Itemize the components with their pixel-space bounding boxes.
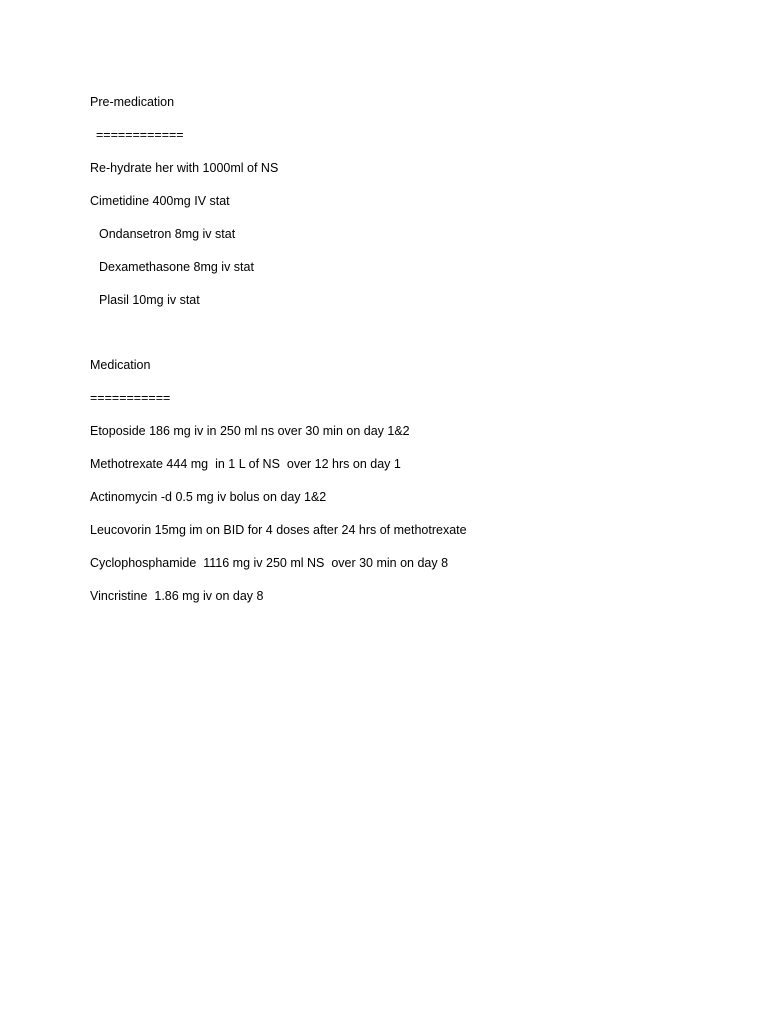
medication-item: Actinomycin -d 0.5 mg iv bolus on day 1&2 [90, 490, 327, 504]
premedication-heading: Pre-medication [90, 95, 175, 109]
premedication-rule: ============ [96, 128, 184, 142]
medication-item: Vincristine 1.86 mg iv on day 8 [90, 589, 264, 603]
medication-item: Methotrexate 444 mg in 1 L of NS over 12 hrs on day 1 [90, 457, 401, 471]
premedication-item: Cimetidine 400mg IV stat [90, 194, 230, 208]
medication-rule: =========== [90, 391, 171, 405]
medication-heading: Medication [90, 358, 151, 372]
medication-item: Cyclophosphamide 1116 mg iv 250 ml NS over 30 min on day 8 [90, 556, 449, 570]
premedication-item: Dexamethasone 8mg iv stat [99, 260, 254, 274]
medication-item: Leucovorin 15mg im on BID for 4 doses after 24 hrs of methotrexate [90, 523, 467, 537]
premedication-item: Plasil 10mg iv stat [99, 293, 200, 307]
premedication-item: Re-hydrate her with 1000ml of NS [90, 161, 279, 175]
premedication-item: Ondansetron 8mg iv stat [99, 227, 236, 241]
medication-item: Etoposide 186 mg iv in 250 ml ns over 30 min on day 1&2 [90, 424, 410, 438]
